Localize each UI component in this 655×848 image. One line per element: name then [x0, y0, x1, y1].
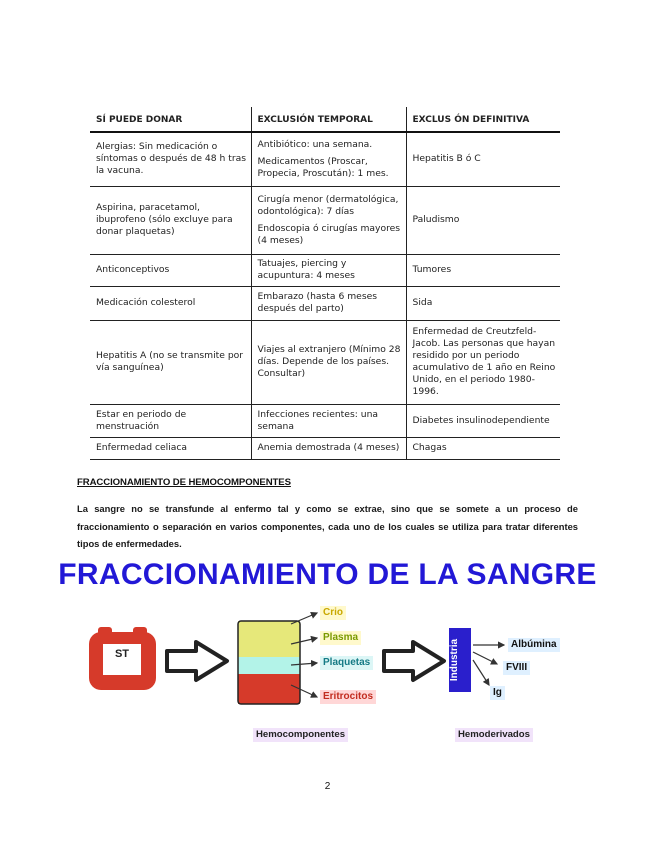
cell-temporal-line: Cirugía menor (dermatológica, odontológica): 7 días: [257, 193, 399, 217]
table-row: [90, 320, 560, 404]
cell-definitiva: Enfermedad de Creutzfeld-Jacob. Las personas que hayan residido por un periodo acumulativo de 1 año en Reino Unido, en el periodo 1980-1996.: [406, 320, 560, 404]
cell-temporal-line: Medicamentos (Proscar, Propecia, Proscután): 1 mes.: [257, 155, 389, 179]
table-row: [90, 132, 560, 186]
bag-label: ST: [114, 648, 130, 660]
process-arrow-icon: [384, 642, 444, 680]
table-row: [90, 286, 560, 320]
cell-temporal: [251, 320, 406, 404]
cell-si: Hepatitis A (no se transmite por vía sanguínea): [90, 320, 251, 404]
blood-components-column: [238, 621, 300, 704]
cell-temporal: [251, 404, 406, 437]
label-ig: Ig: [490, 686, 505, 700]
cell-temporal-line: Embarazo (hasta 6 meses después del parto): [257, 291, 378, 314]
table-row: [90, 254, 560, 286]
label-plaquetas: Plaquetas: [320, 656, 373, 670]
label-fviii: FVIII: [503, 661, 530, 675]
cell-temporal: [251, 254, 406, 286]
cell-temporal-line: Infecciones recientes: una semana: [257, 408, 379, 432]
cell-si: Estar en periodo de menstruación: [90, 404, 251, 437]
infographic-title: FRACCIONAMIENTO DE LA SANGRE: [58, 558, 597, 591]
cell-si: Aspirina, paracetamol, ibuprofeno (sólo excluye para donar plaquetas): [90, 186, 251, 254]
donation-criteria-table: [90, 107, 560, 460]
section-paragraph: La sangre no se transfunde al enfermo tal y como se extrae, sino que se somete a un proceso de fraccionamiento o separación en varios componentes, cada uno de los cuales se utiliza para tratar diferentes tipos de enfermedades.: [77, 503, 578, 549]
cell-temporal-line: Antibiótico: una semana.: [257, 138, 373, 150]
header-exclusion-definitiva: EXCLUS ÓN DEFINITIVA: [406, 107, 560, 132]
cell-temporal: [251, 132, 406, 186]
caption-hemoderivados: Hemoderivados: [455, 728, 533, 742]
cell-definitiva: Sida: [406, 286, 560, 320]
cell-temporal-line: Anemia demostrada (4 meses): [257, 442, 400, 453]
table-row: [90, 437, 560, 459]
cell-definitiva: Paludismo: [406, 186, 560, 254]
cell-si: Enfermedad celiaca: [90, 437, 251, 459]
process-arrow-icon: [167, 642, 227, 680]
cell-si: Anticonceptivos: [90, 254, 251, 286]
page-number: 2: [324, 781, 331, 792]
cell-temporal-line: Viajes al extranjero (Mínimo 28 días. Depende de los países. Consultar): [257, 344, 401, 379]
cell-temporal-line: Endoscopia ó cirugías mayores (4 meses): [257, 222, 401, 246]
cell-temporal: [251, 437, 406, 459]
label-plasma: Plasma: [320, 631, 361, 645]
table-row: [90, 186, 560, 254]
label-albumina: Albúmina: [508, 638, 560, 652]
cell-temporal: [251, 286, 406, 320]
header-exclusion-temporal: EXCLUSIÓN TEMPORAL: [251, 107, 406, 132]
cell-temporal: [251, 186, 406, 254]
label-crio: Crio: [320, 606, 346, 620]
table-header-row: [90, 107, 560, 132]
label-eritrocitos: Eritrocitos: [320, 690, 376, 704]
cell-definitiva: Chagas: [406, 437, 560, 459]
cell-si: Medicación colesterol: [90, 286, 251, 320]
fractionation-diagram: [0, 600, 655, 750]
header-si-puede-donar: SÍ PUEDE DONAR: [90, 107, 251, 132]
cell-temporal-line: Tatuajes, piercing y acupuntura: 4 meses: [257, 258, 355, 281]
cell-definitiva: Diabetes insulinodependiente: [406, 404, 560, 437]
industria-label: Industria: [449, 638, 460, 682]
cell-definitiva: Hepatitis B ó C: [406, 132, 560, 186]
cell-definitiva: Tumores: [406, 254, 560, 286]
cell-si: Alergias: Sin medicación o síntomas o después de 48 h tras la vacuna.: [90, 132, 251, 186]
table-row: [90, 404, 560, 437]
section-title: FRACCIONAMIENTO DE HEMOCOMPONENTES: [77, 477, 291, 488]
caption-hemocomponentes: Hemocomponentes: [253, 728, 348, 742]
